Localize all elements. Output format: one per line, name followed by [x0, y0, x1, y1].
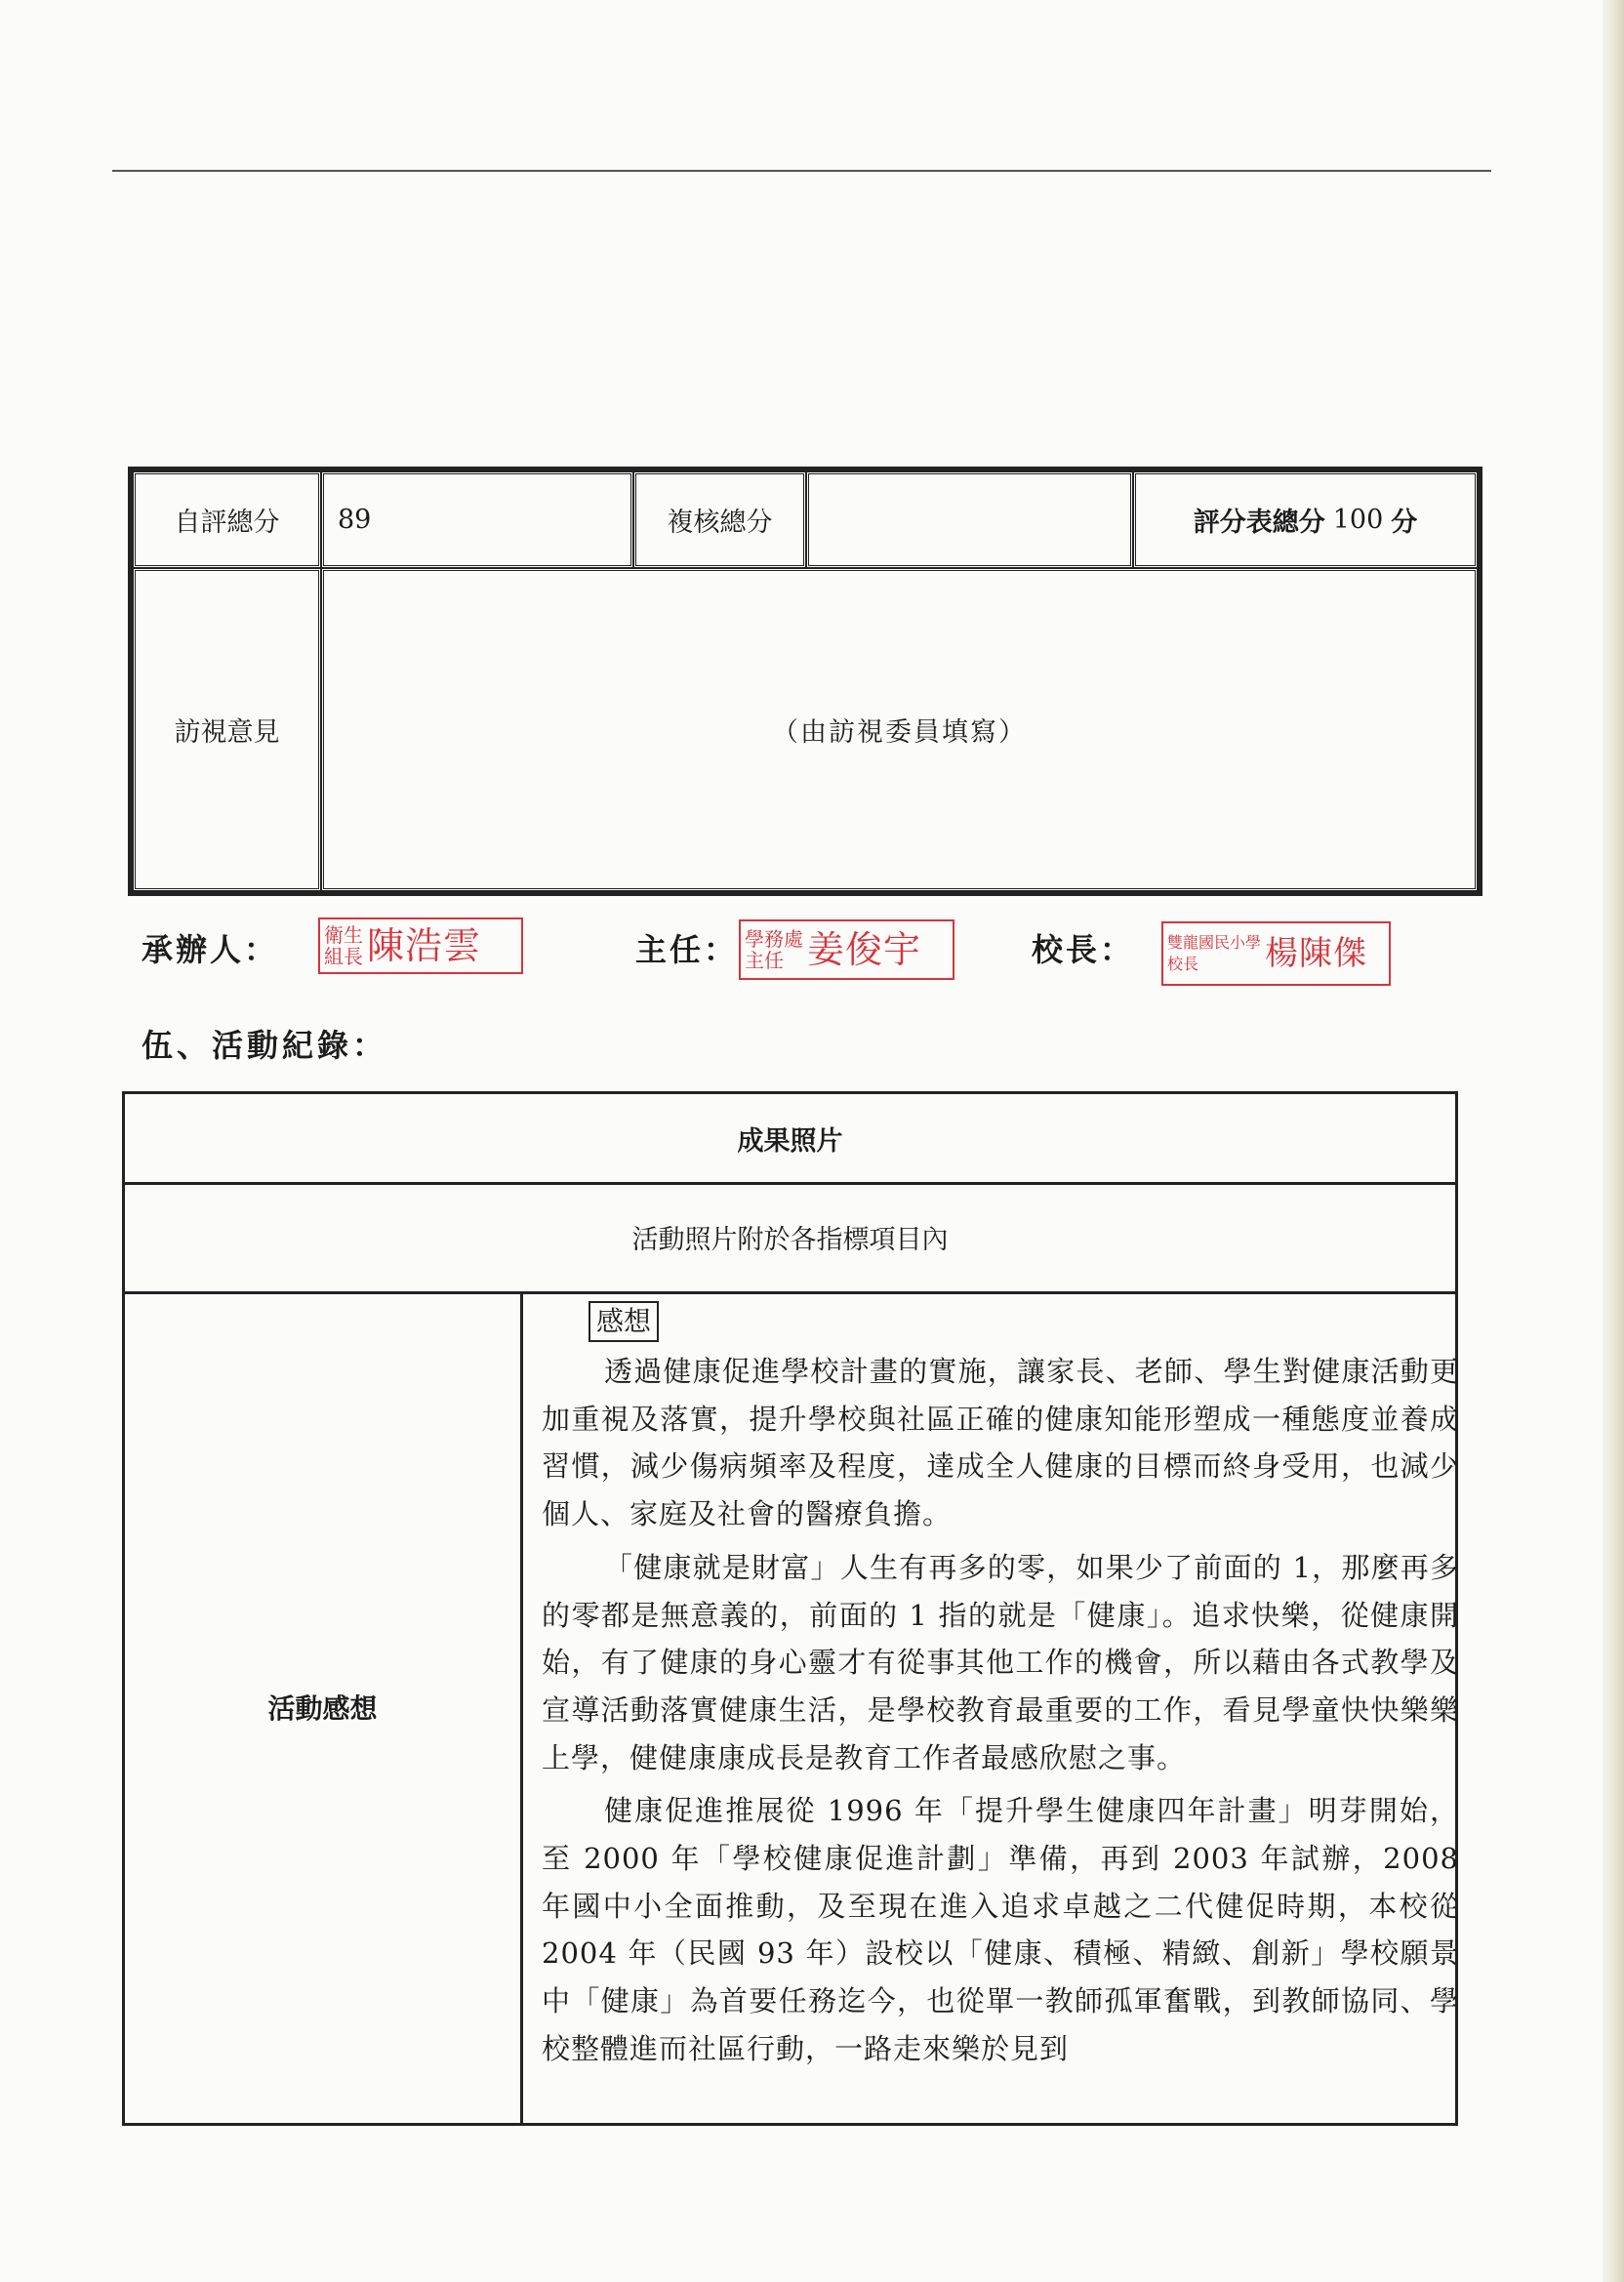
principal-label: 校長： [1032, 931, 1135, 968]
handler-stamp-title-top: 衛生 [324, 923, 363, 947]
visit-opinion-label: 訪視意見 [133, 568, 321, 891]
activity-header: 成果照片 [125, 1094, 1455, 1185]
total-score-suffix: 分 [1391, 508, 1418, 538]
section-title: 伍、活動紀錄： [142, 1027, 388, 1064]
handler-label: 承辦人： [142, 931, 279, 968]
scan-edge [1603, 0, 1624, 2282]
visit-opinion-note: （由訪視委員填寫） [321, 568, 1478, 891]
principal-stamp-title-top: 雙龍國民小學 [1167, 933, 1262, 952]
activity-reflection-body [542, 1301, 1459, 2073]
director-label: 主任： [635, 931, 739, 968]
activity-reflection-label: 活動感想 [125, 1291, 523, 2123]
reflection-tag: 感想 [589, 1301, 659, 1342]
director-stamp-title-top: 學務處 [745, 927, 803, 951]
reflection-paragraph: 「健康就是財富」人生有再多的零，如果少了前面的 1，那麼再多的零都是無意義的，前面的 1 指的就是「健康」。追求快樂，從健康開始，有了健康的身心靈才有從事其他工作的機會，所以藉由各式教學及宣導活動落實健康生活，是學校教育最重要的工作，看見學童快快樂樂上學，健健康康成長是教育工作者最感欣慰之事。 [542, 1550, 1459, 1774]
director-stamp-name: 姜俊宇 [807, 928, 922, 971]
director-stamp [739, 919, 954, 980]
review-score-value [806, 471, 1133, 568]
score-table [128, 467, 1482, 896]
self-score-value: 89 [321, 471, 633, 568]
signature-row [0, 923, 1624, 1001]
handler-stamp [318, 917, 523, 974]
total-score-value: 100 [1332, 505, 1384, 535]
visit-row [133, 568, 1478, 891]
principal-stamp-title-bottom: 校長 [1167, 955, 1199, 973]
director-stamp-title-bottom: 主任 [745, 949, 784, 972]
total-score-cell [1133, 471, 1478, 568]
photo-note: 活動照片附於各指標項目內 [125, 1182, 1455, 1294]
total-score-prefix: 評分表總分 [1193, 508, 1325, 538]
activity-table [122, 1091, 1458, 2126]
header-rule [112, 170, 1491, 172]
handler-stamp-title-bottom: 組長 [324, 945, 363, 968]
reflection-paragraph: 健康促進推展從 1996 年「提升學生健康四年計畫」明芽開始，至 2000 年「學校健康促進計劃」準備，再到 2003 年試辦，2008 年國中小全面推動，及至現在進入追求卓越之二代健促時期，本校從 2004 年（民國 93 年）設校以「健康、積極、精緻、創新」學校願景中「健康」為首要任務迄今，也從單一教師孤軍奮戰，到教師協同、學校整體進而社區行動，一路走來樂於見到 [542, 1794, 1459, 2065]
principal-stamp-name: 楊陳傑 [1265, 934, 1368, 973]
review-score-label: 複核總分 [633, 471, 806, 568]
reflection-paragraph: 透過健康促進學校計畫的實施，讓家長、老師、學生對健康活動更加重視及落實，提升學校與社區正確的健康知能形塑成一種態度並養成習慣，減少傷病頻率及程度，達成全人健康的目標而終身受用，也減少個人、家庭及社會的醫療負擔。 [542, 1355, 1459, 1531]
self-score-label: 自評總分 [133, 471, 321, 568]
score-row [133, 471, 1478, 568]
handler-stamp-name: 陳浩雲 [367, 924, 482, 967]
principal-stamp [1161, 921, 1391, 986]
